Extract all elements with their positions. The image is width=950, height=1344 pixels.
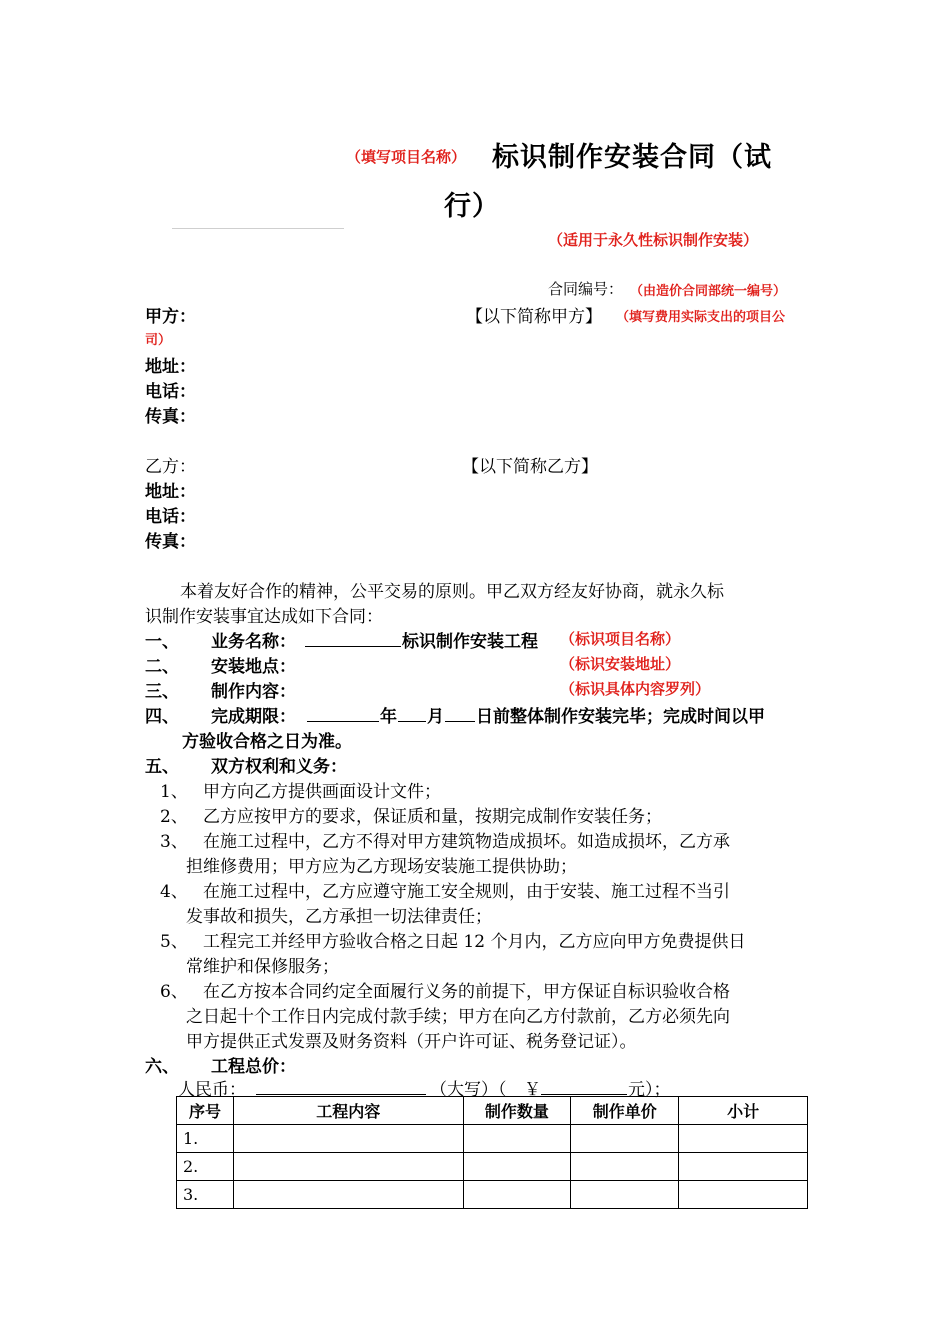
duty-3-line2: 担维修费用；甲方应为乙方现场安装施工提供协助； — [186, 857, 577, 877]
party-a-hint-2: 司） — [145, 333, 172, 348]
cell-quantity[interactable] — [463, 1153, 571, 1181]
party-a-hint-1: （填写费用实际支出的项目公 — [616, 310, 786, 325]
cell-subtotal[interactable] — [679, 1125, 808, 1153]
header-quantity: 制作数量 — [463, 1097, 571, 1125]
duty-5-line1: 工程完工并经甲方验收合格之日起 12 个月内，乙方应向甲方免费提供日 — [203, 932, 746, 952]
header-rule — [172, 228, 344, 229]
section-5-num: 五、 — [145, 757, 179, 777]
contract-title-line1: 标识制作安装合同（试 — [492, 142, 772, 173]
cell-seq[interactable]: 1. — [177, 1125, 234, 1153]
cell-unit-price[interactable] — [571, 1153, 679, 1181]
cell-content[interactable] — [233, 1125, 463, 1153]
project-name-hint: （填写项目名称） — [346, 148, 467, 166]
header-unit-price: 制作单价 — [571, 1097, 679, 1125]
cell-unit-price[interactable] — [571, 1181, 679, 1209]
section-4-year: 年 — [380, 707, 397, 727]
party-b-label: 乙方： — [145, 457, 196, 477]
duty-3-num: 3、 — [160, 832, 188, 852]
party-b-address: 地址： — [145, 482, 196, 502]
header-content: 工程内容 — [233, 1097, 463, 1125]
duty-5-num: 5、 — [160, 932, 188, 952]
section-4-label: 完成期限： — [211, 707, 296, 727]
section-3-hint: （标识具体内容罗列） — [560, 680, 711, 698]
table-row — [177, 1125, 808, 1153]
cell-subtotal[interactable] — [679, 1181, 808, 1209]
duty-5-line2: 常维护和保修服务； — [186, 957, 339, 977]
duty-2-line1: 乙方应按甲方的要求，保证质和量，按期完成制作安装任务； — [203, 807, 662, 827]
duty-6-line3: 甲方提供正式发票及财务资料（开户许可证、税务登记证）。 — [186, 1032, 637, 1052]
section-4-num: 四、 — [145, 707, 179, 727]
header-seq: 序号 — [177, 1097, 234, 1125]
header-subtotal: 小计 — [679, 1097, 808, 1125]
table-header-row — [177, 1097, 808, 1125]
cell-subtotal[interactable] — [679, 1153, 808, 1181]
table-row — [177, 1181, 808, 1209]
cell-seq[interactable]: 3. — [177, 1181, 234, 1209]
duty-4-line1: 在施工过程中，乙方应遵守施工安全规则，由于安装、施工过程不当引 — [203, 882, 730, 902]
duty-6-line2: 之日起十个工作日内完成付款手续；甲方在向乙方付款前，乙方必须先向 — [186, 1007, 730, 1027]
duty-6-num: 6、 — [160, 982, 188, 1002]
contract-no-hint: （由造价合同部统一编号） — [630, 284, 787, 299]
party-a-short: 【以下简称甲方】 — [466, 307, 602, 327]
duty-1-line1: 甲方向乙方提供画面设计文件； — [203, 782, 441, 802]
duty-6-line1: 在乙方按本合同约定全面履行义务的前提下，甲方保证自标识验收合格 — [203, 982, 730, 1002]
duty-1-num: 1、 — [160, 782, 188, 802]
party-a-label: 甲方： — [145, 307, 196, 327]
contract-no-label: 合同编号： — [548, 280, 624, 298]
section-6-num: 六、 — [145, 1057, 179, 1077]
party-a-address: 地址： — [145, 357, 196, 377]
section-1-suffix: 标识制作安装工程 — [402, 632, 538, 652]
capital-label: （大写）（ — [430, 1080, 507, 1100]
section-2-num: 二、 — [145, 657, 179, 677]
section-4-line2: 方验收合格之日为准。 — [182, 732, 352, 752]
rmb-label: 人民币： — [178, 1080, 246, 1100]
duty-4-line2: 发事故和损失，乙方承担一切法律责任； — [186, 907, 492, 927]
yen-blank — [541, 1078, 627, 1095]
section-4-year-blank — [307, 705, 379, 722]
cell-content[interactable] — [233, 1181, 463, 1209]
duty-3-line1: 在施工过程中，乙方不得对甲方建筑物造成损坏。如造成损坏，乙方承 — [203, 832, 730, 852]
intro-line2: 识制作安装事宜达成如下合同： — [145, 607, 383, 627]
cell-quantity[interactable] — [463, 1125, 571, 1153]
party-a-fax: 传真： — [145, 407, 196, 427]
cell-seq[interactable]: 2. — [177, 1153, 234, 1181]
section-4-day-text: 日前整体制作安装完毕；完成时间以甲 — [476, 707, 765, 727]
party-b-fax: 传真： — [145, 532, 196, 552]
cell-quantity[interactable] — [463, 1181, 571, 1209]
section-6-label: 工程总价： — [211, 1057, 296, 1077]
scope-hint: （适用于永久性标识制作安装） — [548, 231, 759, 249]
table-row — [177, 1153, 808, 1181]
duty-2-num: 2、 — [160, 807, 188, 827]
yen-symbol: ￥ — [524, 1080, 541, 1100]
duty-4-num: 4、 — [160, 882, 188, 902]
rmb-blank — [256, 1078, 426, 1095]
section-1-hint: （标识项目名称） — [560, 630, 681, 648]
section-2-hint: （标识安装地址） — [560, 655, 681, 673]
yuan-label: 元）； — [628, 1080, 671, 1100]
section-2-label: 安装地点： — [211, 657, 296, 677]
section-4-day-blank — [445, 705, 475, 722]
party-a-phone: 电话： — [145, 382, 196, 402]
party-b-short: 【以下简称乙方】 — [462, 457, 598, 477]
section-4-month: 月 — [427, 707, 444, 727]
section-1-blank — [305, 630, 401, 647]
cell-unit-price[interactable] — [571, 1125, 679, 1153]
section-1-label: 业务名称： — [211, 632, 296, 652]
cost-table — [176, 1096, 808, 1209]
cell-content[interactable] — [233, 1153, 463, 1181]
section-1-num: 一、 — [145, 632, 179, 652]
party-b-phone: 电话： — [145, 507, 196, 527]
section-3-num: 三、 — [145, 682, 179, 702]
section-4-month-blank — [398, 705, 426, 722]
section-3-label: 制作内容： — [211, 682, 296, 702]
intro-line1: 本着友好合作的精神，公平交易的原则。甲乙双方经友好协商，就永久标 — [180, 582, 724, 602]
contract-title-line2: 行） — [444, 191, 500, 222]
section-5-label: 双方权利和义务： — [211, 757, 347, 777]
